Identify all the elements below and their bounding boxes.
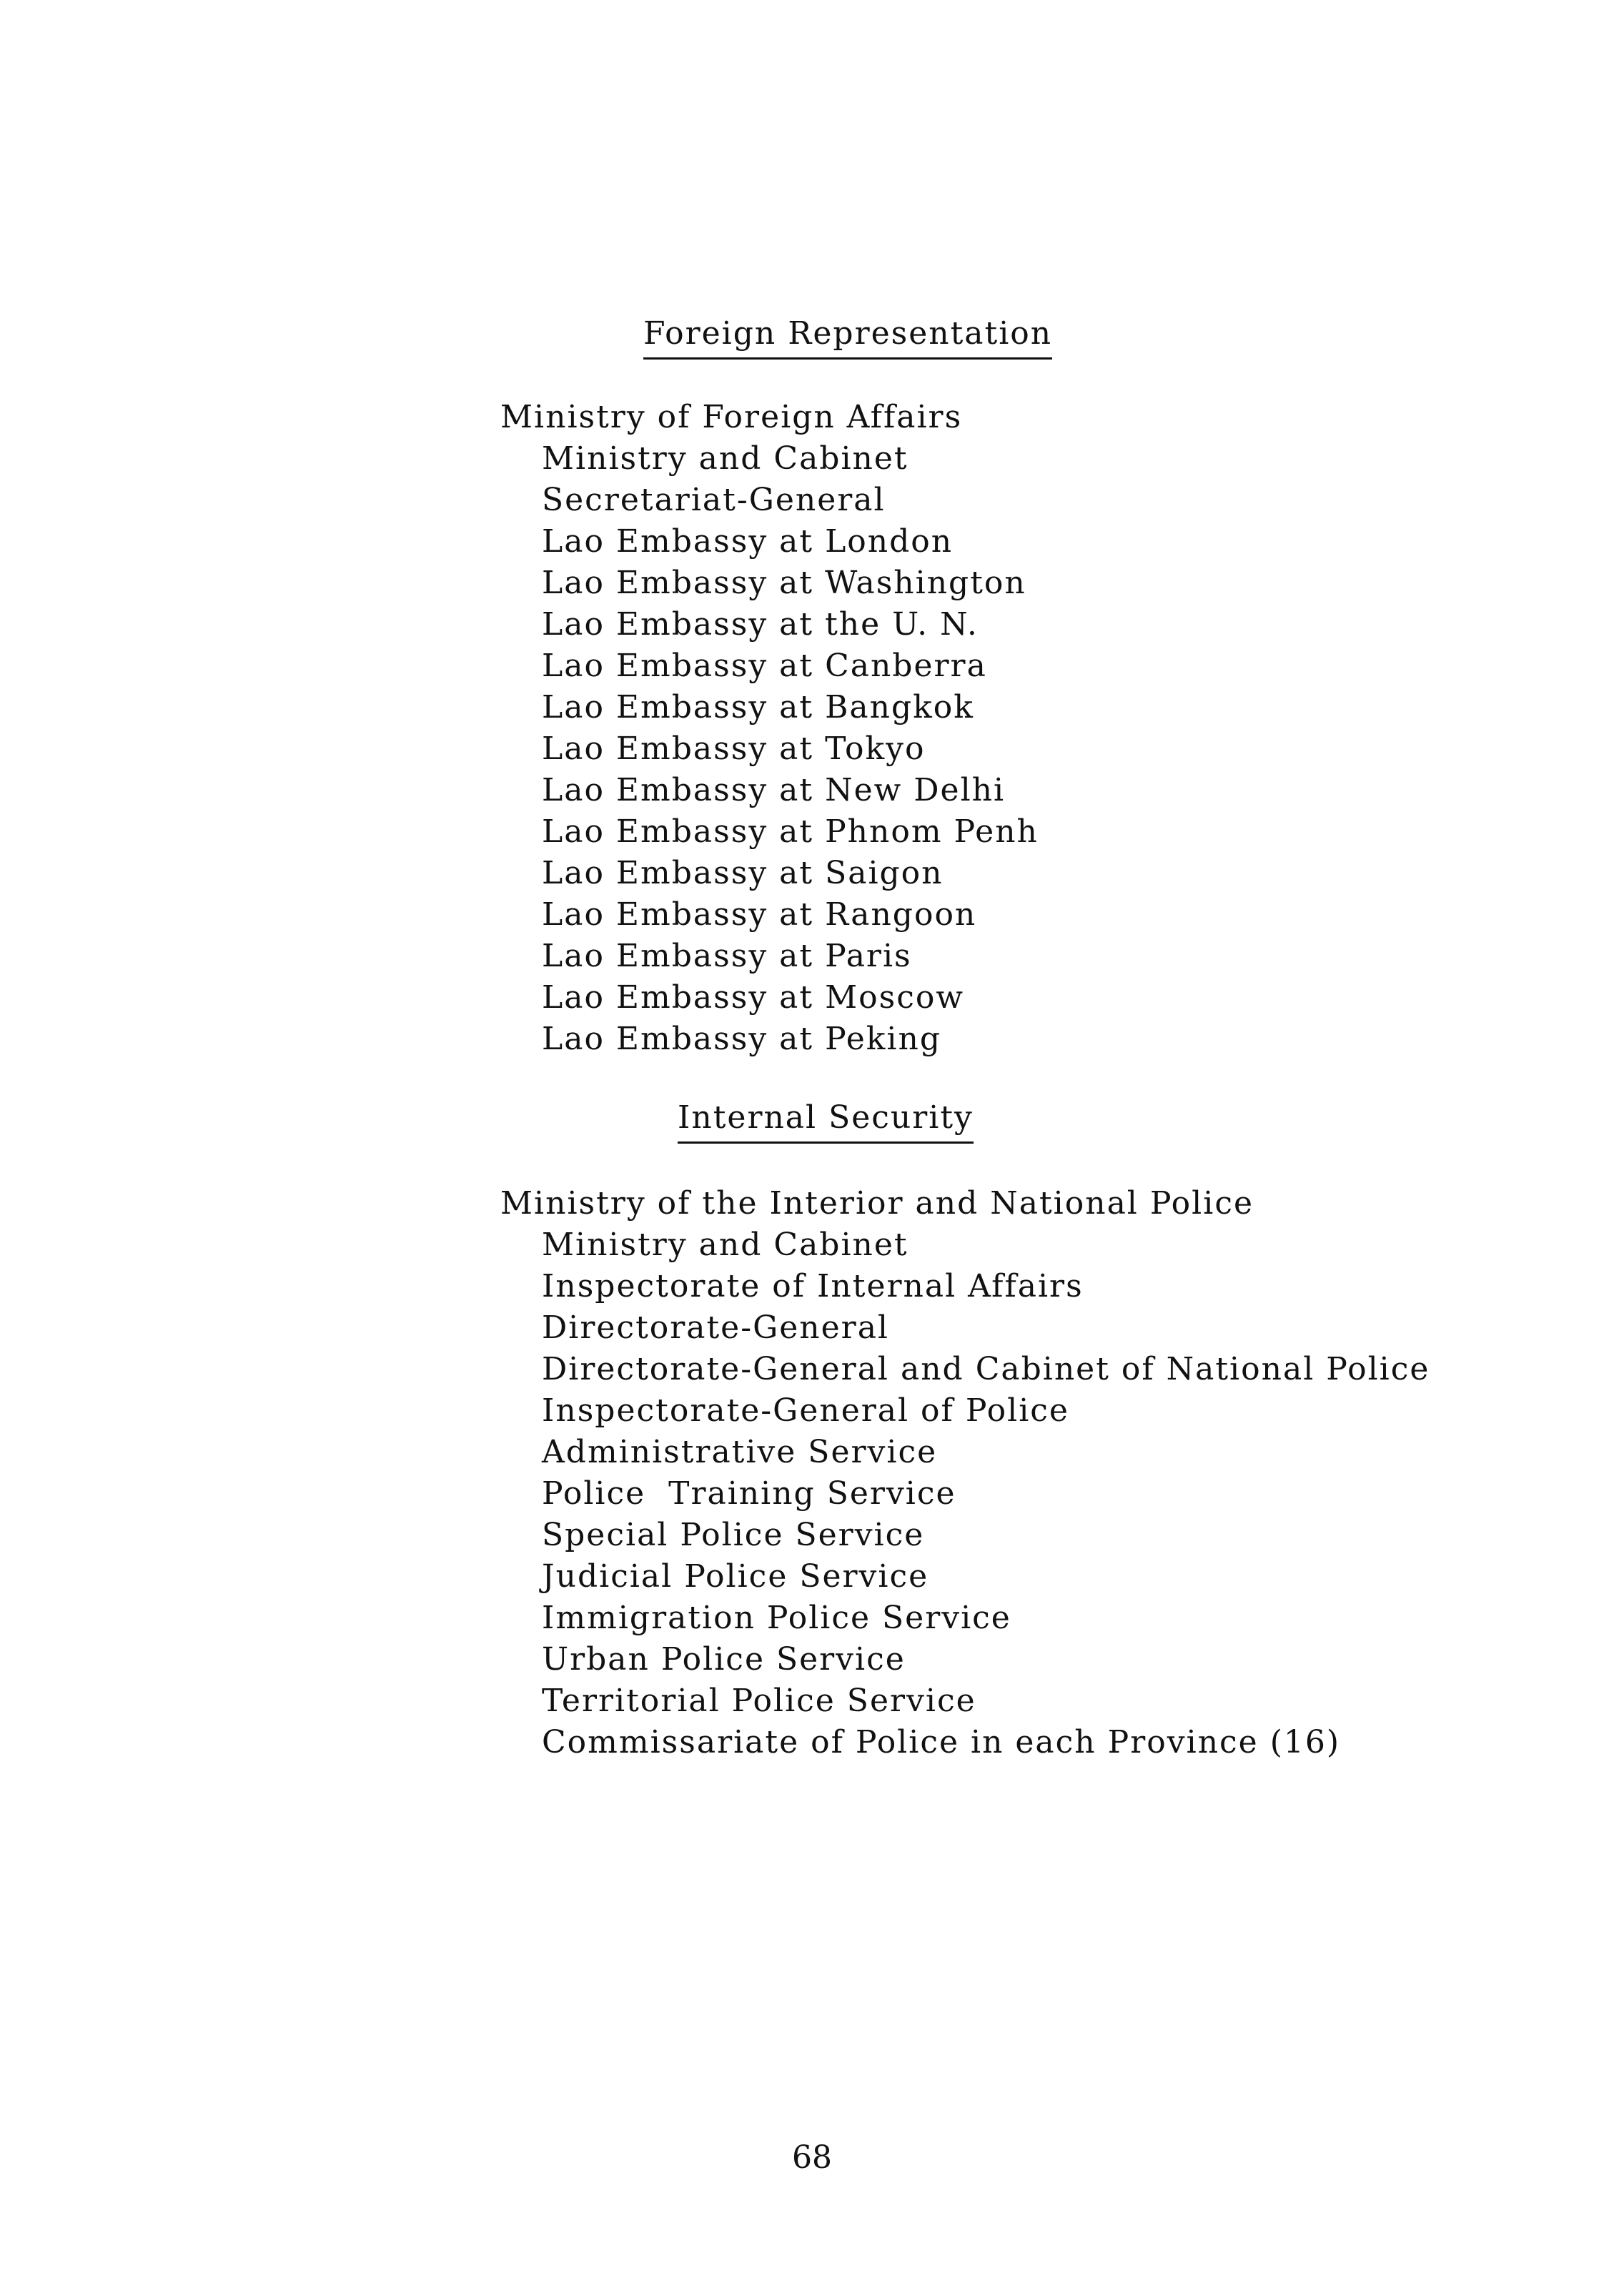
interior-unit-inspectorate-general-police: Inspectorate-General of Police <box>542 1392 1069 1429</box>
embassy-paris: Lao Embassy at Paris <box>542 938 912 974</box>
interior-unit-provincial-commissariate: Commissariate of Police in each Province (16) <box>542 1724 1341 1760</box>
interior-unit-urban-police-service: Urban Police Service <box>542 1641 906 1678</box>
embassy-tokyo: Lao Embassy at Tokyo <box>542 731 926 767</box>
interior-unit-administrative-service: Administrative Service <box>542 1434 938 1470</box>
embassy-phnom-penh: Lao Embassy at Phnom Penh <box>542 813 1039 850</box>
embassy-washington: Lao Embassy at Washington <box>542 565 1026 601</box>
embassy-un: Lao Embassy at the U. N. <box>542 606 979 643</box>
interior-unit-territorial-police-service: Territorial Police Service <box>542 1683 976 1719</box>
embassy-london: Lao Embassy at London <box>542 523 954 560</box>
interior-unit-ministry-cabinet: Ministry and Cabinet <box>542 1227 908 1263</box>
embassy-peking: Lao Embassy at Peking <box>542 1021 941 1057</box>
internal-security-heading: Internal Security <box>678 1097 974 1144</box>
foreign-unit-ministry-cabinet: Ministry and Cabinet <box>542 440 908 477</box>
interior-unit-judicial-police-service: Judicial Police Service <box>542 1558 929 1595</box>
embassy-moscow: Lao Embassy at Moscow <box>542 979 964 1016</box>
interior-unit-inspectorate-internal-affairs: Inspectorate of Internal Affairs <box>542 1268 1084 1304</box>
foreign-representation-list <box>500 397 1039 1060</box>
foreign-representation-heading: Foreign Representation <box>643 313 1052 360</box>
page-number: 68 <box>792 2139 832 2176</box>
foreign-unit-secretariat-general: Secretariat-General <box>542 482 886 518</box>
embassy-saigon: Lao Embassy at Saigon <box>542 855 944 891</box>
interior-unit-directorate-general: Directorate-General <box>542 1309 889 1346</box>
embassy-canberra: Lao Embassy at Canberra <box>542 648 987 684</box>
interior-unit-immigration-police-service: Immigration Police Service <box>542 1600 1011 1636</box>
interior-unit-directorate-general-police: Directorate-General and Cabinet of National Police <box>542 1351 1430 1387</box>
ministry-interior-national-police: Ministry of the Interior and National Police <box>500 1185 1254 1222</box>
embassy-bangkok: Lao Embassy at Bangkok <box>542 689 974 725</box>
internal-security-list <box>500 1183 1440 1763</box>
interior-unit-special-police-service: Special Police Service <box>542 1517 925 1553</box>
interior-unit-police-training-service: Police Training Service <box>542 1475 956 1512</box>
embassy-new-delhi: Lao Embassy at New Delhi <box>542 772 1006 808</box>
embassy-rangoon: Lao Embassy at Rangoon <box>542 896 977 933</box>
ministry-foreign-affairs: Ministry of Foreign Affairs <box>500 399 963 435</box>
